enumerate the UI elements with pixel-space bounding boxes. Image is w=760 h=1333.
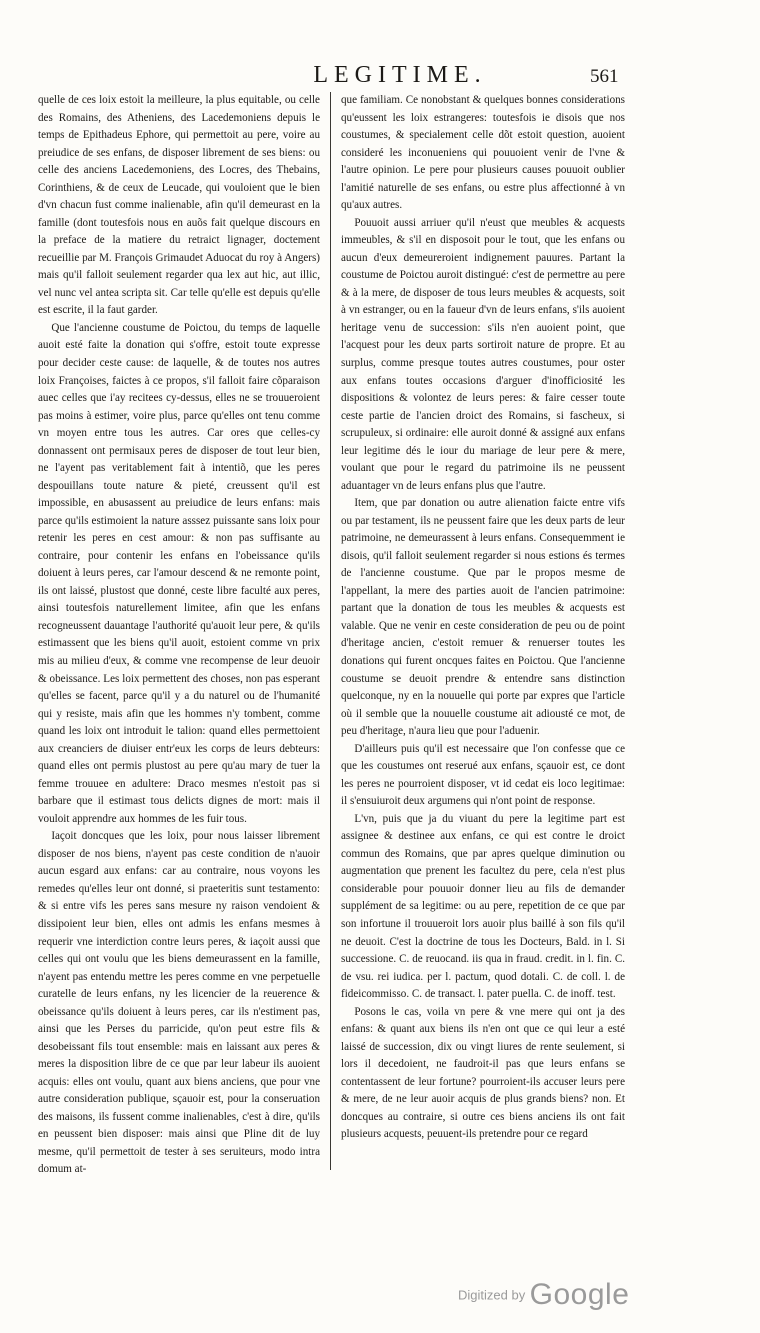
digitization-watermark (458, 1278, 629, 1312)
column-divider (330, 92, 331, 1170)
right-column (341, 92, 625, 1144)
paragraph: Que l'ancienne coustume de Poictou, du temps de laquelle auoit esté faite la donation qui s'offre, estoit toute expresse pour decider ceste cause: de laquelle, & de toutes nos autres loix Françoises, faictes à ce propos, s'il falloit faire cõparaison auec celles que i'ay recitees cy-dessus, elles ne se trouueroient pas moins à estimer, voire plus, parce qu'elles ont tenu comme vn moyen entre tous les autres. Car ores que celles-cy donnassent ont permisaux peres de disposer de tout leur bien, ne l'ayent pas veritablement fait à intentiõ, que les peres despouillans toute nature & pieté, creussent qu'il est impossible, en abusassent au preiudice de leurs enfans: mais parce qu'ils estimoient la nature asssez puissante sans loix pour retenir les peres en cest amour: & non pas suffisante au contraire, pour contenir les enfans en l'obeissance qu'ils doiuent à leurs peres, car l'amour descend & ne remonte point, ils ont laissé, plustost que donné, ceste libre faculté aux peres, ainsi toutesfois naturellement limitee, afin que les enfans recogneussent dauantage l'authorité qu'auoit leur pere, & qu'ils estimassent que les biens qu'il auoit, estoient comme vn prix mis au milieu d'eux, & comme vne recompense de leur deuoir & obeissance. Les loix permettent des choses, non pas esperant qu'elles se facent, parce qu'il y a du naturel ou de l'humanité qui y resiste, mais afin que les hommes n'y tombent, comme quand les loix ont introduit le talion: quand elles permettoient aux creanciers de diuiser entr'eux les corps de leurs debteurs: quand elles ont permis plustost au pere qu'au mary de tuer la femme trouuee en adultere: Draco mesmes n'estoit pas si barbare que il estimast tous delicts dignes de mort: mais il vouloit apprendre aux hommes de les fuir tous. (38, 321, 320, 825)
paragraph: D'ailleurs puis qu'il est necessaire que l'on confesse que ce que les coustumes ont reserué aux enfans, sçauoir est, ce dont les peres ne pourroient disposer, vt id cedat eis loco legitimae: il s'ensuiuroit deux argumens qui n'ont point de response. (341, 742, 625, 808)
paragraph: Item, que par donation ou autre alienation faicte entre vifs ou par testament, ils ne peussent faire que les deux parts de leur patrimoine, ne demeurassent à leurs enfans. Consequemment ie disois, qu'il falloit seulement regarder si nous estions és termes de l'ancienne coustume. Que par le propos mesme de l'appellant, la mere des parties auoit de l'ancien patrimoine: partant que la donation de tous les meubles & acquests est valable. Que ne venir en ceste consideration de peu ou de point d'heritage ancien, c'estoit remuer & renuerser toutes les donations qui furent oncques faites en Poictou. Que l'ancienne coustume se deuoit prendre & entendre sans distinction quelconque, ny en la nouuelle qui porte par expres que l'article où il semble que la nouuelle coustume ait adiousté ce mot, de peu d'heritage, n'aura lieu que pour l'aduenir. (341, 497, 625, 738)
watermark-logo: Google (529, 1278, 630, 1311)
paragraph: Iaçoit doncques que les loix, pour nous laisser librement disposer de nos biens, n'ayent pas ceste condition de n'auoir aucun esgard aux enfans: car au contraire, nous voyons les remedes qu'elles leur ont donné, si praeteritis sunt testamento: & si entre vifs les peres sans mesure ny raison vendoient & dissipoient leur bien, elles ont admis les enfans mesmes à requerir vne interdiction contre leurs peres, & iaçoit aussi que celles qui ont voulu que les biens demeurassent en la famille, n'ayent pas entendu mettre les peres comme en vne perpetuelle curatelle de leurs enfans, ny les licencier de la reuerence & obeissance qu'ils doiuent à leurs peres, car ils n'estiment pas, ainsi que les Perses du parricide, qu'on peut estre fils & desobeissant fils tout ensemble: mais en laissant aux peres & meres la disposition libre de ce que par leur labeur ils auoient acquis: elles ont voulu, quant aux biens anciens, que pour vne autre consideration publique, sçauoir est, pour la conseruation des maisons, ils fussent comme inalienables, c'est à dire, qu'ils en peussent bien disposer: mais ainsi que Pline dit de luy mesme, qu'il permettoit de tester à ses seruiteurs, modo intra domum at- (38, 830, 320, 1176)
paragraph: L'vn, puis que ja du viuant du pere la legitime part est assignee & destinee aux enfans, ce qui est contre le droict commun des Romains, que par apres quelque diminution ou augmentation que prenent les facultez du pere, cela n'est plus considerable pour pouuoir donner lieu au fils de demander supplément de sa legitime: ou au pere, repetition de ce que par son infortune il trouueroit lors auoir plus baillé à son fils qu'il ne deuoit. C'est la doctrine de tous les Docteurs, Bald. in l. Si successione. C. de reuocand. iis qua in fraud. credit. in l. fin. C. de vsu. rei iudica. per l. pactum, quod dotali. C. de coll. l. de fideicommisso. C. de transact. l. pater puella. C. de inoff. test. (341, 812, 625, 1001)
left-column (38, 92, 320, 1179)
paragraph: Posons le cas, voila vn pere & vne mere qui ont ja des enfans: & quant aux biens ils n'en ont que ce qui leur a esté laissé de succession, dix ou vingt liures de rente seulement, si lors il decedoient, ne faudroit-il pas que leurs enfans se contentassent de leur fortune? pourroient-ils accuser leurs pere & mere, de ne leur auoir acquis de plus grands biens? non. Et doncques au contraire, si outre ces biens anciens ils ont fait plusieurs acquests, peuuent-ils pretendre pour ce regard (341, 1005, 625, 1141)
page-number: 561 (590, 66, 619, 87)
running-head: LEGITIME. (313, 62, 487, 88)
paragraph: Pouuoit aussi arriuer qu'il n'eust que meubles & acquests immeubles, & s'il en disposoit pour le tout, que les enfans ou aucun d'eux demeureroient indignement pauures. Partant la coustume de Poictou auroit distingué: c'est de permettre au pere & à la mere, de disposer de tous leurs meubles & acquests, soit à vn estranger, ou en la faueur d'vn de leurs enfans, s'ils auoient heritage venu de succession: s'ils n'en auoient point, que l'acquest pour les deux parts sortiroit nature de propre. Et au surplus, comme presque toutes autres coustumes, pour oster aux enfans toutes occasions d'arguer d'inofficiosité les dispositions & volontez de leurs peres: & faire cesser toute ceste partie de l'ancien droict des Romains, si fascheux, si scrupuleux, si ordinaire: elle auroit donné & assigné aux enfans leur legitime dés le iour du mariage de leur pere & mere, voulant que pour le regard du patrimoine ils ne peussent aduantager vn de leurs enfans plus que l'autre. (341, 216, 625, 492)
watermark-prefix: Digitized by (458, 1287, 526, 1303)
paragraph: que familiam. Ce nonobstant & quelques bonnes considerations qu'eussent les loix estrangeres: toutesfois ie disois que nos coustumes, & specialement celle dõt estoit question, auoient consideré les inconueniens qui pouuoient venir de l'vne & l'autre opinion. Le pere pour plusieurs causes pouuoit oublier l'amitié naturelle de ses enfans, ou estre plus affectionné à vn qu'aux autres. (341, 94, 625, 212)
paragraph: quelle de ces loix estoit la meilleure, la plus equitable, ou celle des Romains, des Atheniens, des Lacedemoniens depuis le temps de Epithadeus Ephore, qui permettoit au pere, voire au preiudice de ses enfans, de disposer librement de ses biens: ou celle des anciens Lacedemoniens, des Locres, des Thebains, Corinthiens, & de ceux de Leucade, qui vouloient que le bien d'vn chacun fust comme inalienable, afin qu'il demeurast en la famille (dont toutesfois nous en auõs fait quelque discours en la preface de la matiere du retraict lignager, doctement recueillie par M. François Grimaudet Aduocat du roy à Angers) mais qu'il falloit seulement regarder qua lex aut hic, aut illic, vel nunc vel antea scripta sit. Car telle qu'elle est depuis qu'elle est escrite, il la faut garder. (38, 94, 320, 317)
